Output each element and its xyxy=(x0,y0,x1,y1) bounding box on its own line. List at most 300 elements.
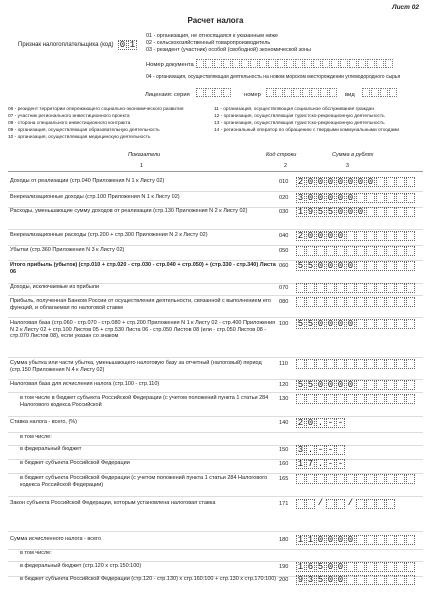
digit-cell[interactable]: 5 xyxy=(307,380,314,390)
row-label: Внереализационные расходы (стр.200 + стр.300 Приложения N 2 к Листу 02) xyxy=(10,232,208,238)
row-amount-field[interactable] xyxy=(296,177,416,187)
digit-cell[interactable] xyxy=(356,575,365,585)
digit-cell[interactable] xyxy=(376,177,385,187)
digit-cell[interactable] xyxy=(406,283,415,293)
digit-cell[interactable] xyxy=(386,535,395,545)
digit-cell[interactable] xyxy=(346,394,355,404)
digit-cell[interactable]: 0 xyxy=(307,193,314,203)
digit-cell[interactable] xyxy=(366,562,375,572)
digit-cell[interactable] xyxy=(296,283,305,293)
digit-cell[interactable] xyxy=(366,297,375,307)
row-amount-field[interactable] xyxy=(296,246,416,256)
digit-cell[interactable] xyxy=(316,359,325,369)
row-amount-field[interactable] xyxy=(296,319,416,329)
digit-cell[interactable] xyxy=(396,394,405,404)
col-header-indicators: Показатели xyxy=(128,152,161,158)
digit-cell[interactable]: - xyxy=(327,459,334,469)
digit-cell[interactable]: 0 xyxy=(357,207,364,217)
digit-cell[interactable]: 1 xyxy=(297,459,304,469)
digit-cell[interactable]: 9 xyxy=(307,207,314,217)
digit-cell[interactable]: 0 xyxy=(327,231,334,241)
digit-cell[interactable] xyxy=(316,394,325,404)
row-label: в бюджет субъекта Российской Федерации (с учетом положений пункта 1 статьи 284 Налогового кодекса Российской Федерации) xyxy=(20,475,268,488)
row-code: 010 xyxy=(279,179,289,185)
digit-cell[interactable]: 0 xyxy=(327,319,334,329)
digit-cell[interactable] xyxy=(396,231,405,241)
slash-separator: / xyxy=(347,498,354,508)
license-series-label: Лицензия: серия xyxy=(145,92,190,98)
row-code: 020 xyxy=(279,195,289,201)
row-amount-field[interactable] xyxy=(296,459,346,469)
digit-cell[interactable]: 5 xyxy=(307,319,314,329)
digit-cell[interactable] xyxy=(376,319,385,329)
row-label: в том числе в бюджет субъекта Российской Федерации (с учетом положений пункта 1 статьи 284 Налогового кодекса Российской xyxy=(20,395,269,408)
digit-cell[interactable] xyxy=(376,535,385,545)
digit-cell[interactable]: 5 xyxy=(297,261,304,271)
license-series-field[interactable] xyxy=(196,88,232,97)
row-divider xyxy=(8,357,423,358)
row-divider xyxy=(8,432,423,433)
row-label: Доходы, исключаемые из прибыли xyxy=(10,284,100,290)
digit-cell[interactable]: - xyxy=(327,445,334,455)
row-amount-field[interactable] xyxy=(296,283,416,293)
digit-cell[interactable]: 0 xyxy=(337,380,344,390)
row-label: Сумма убытка или части убытка, уменьшающего налоговую базу за отчетный (налоговый) период (стр.150 Приложения N 4 к Листу 02) xyxy=(10,360,262,373)
digit-cell[interactable] xyxy=(386,297,395,307)
row-label: Итого прибыль (убыток) (стр.010 + стр.020 - стр.030 - стр.040 + стр.050) + (стр.330 - стр.340) Листа 06 xyxy=(10,262,276,275)
digit-cell[interactable] xyxy=(356,193,365,203)
digit-cell[interactable]: 0 xyxy=(347,319,354,329)
digit-cell[interactable]: 0 xyxy=(317,261,324,271)
digit-cell[interactable] xyxy=(346,231,355,241)
digit-cell[interactable] xyxy=(296,474,305,484)
digit-cell[interactable] xyxy=(406,535,415,545)
digit-cell[interactable] xyxy=(376,231,385,241)
row-amount-field[interactable] xyxy=(296,231,416,241)
digit-cell[interactable] xyxy=(326,474,335,484)
row-code: 100 xyxy=(279,321,289,327)
digit-cell[interactable] xyxy=(376,575,385,585)
col-number-3: 3 xyxy=(346,163,349,169)
digit-cell[interactable]: - xyxy=(337,418,344,428)
digit-cell[interactable]: 6 xyxy=(307,562,314,572)
digit-cell[interactable] xyxy=(366,474,375,484)
digit-cell[interactable] xyxy=(406,562,415,572)
digit-cell[interactable] xyxy=(346,562,355,572)
digit-cell[interactable] xyxy=(376,562,385,572)
digit-cell[interactable] xyxy=(406,380,415,390)
digit-cell[interactable]: 0 xyxy=(347,380,354,390)
digit-cell[interactable] xyxy=(406,319,415,329)
digit-cell[interactable] xyxy=(316,283,325,293)
digit-cell[interactable] xyxy=(346,575,355,585)
digit-cell[interactable] xyxy=(326,394,335,404)
digit-cell[interactable] xyxy=(396,575,405,585)
digit-cell[interactable] xyxy=(376,246,385,256)
digit-cell[interactable] xyxy=(396,359,405,369)
digit-cell[interactable]: 0 xyxy=(337,319,344,329)
row-label: Закон субъекта Российской Федерации, которым установлена налоговая ставка xyxy=(10,500,216,506)
row-code: 130 xyxy=(279,396,289,402)
col-header-code: Код строки xyxy=(266,152,297,158)
digit-cell[interactable]: 0 xyxy=(337,261,344,271)
digit-cell[interactable] xyxy=(356,246,365,256)
digit-cell[interactable] xyxy=(406,177,415,187)
license-number-label: номер xyxy=(244,92,261,98)
row-code: 030 xyxy=(279,209,289,215)
digit-cell[interactable]: 0 xyxy=(337,562,344,572)
row-amount-field[interactable] xyxy=(296,575,416,585)
digit-cell[interactable] xyxy=(406,193,415,203)
digit-cell[interactable] xyxy=(386,246,395,256)
row-code: 110 xyxy=(279,361,288,367)
digit-cell[interactable] xyxy=(406,474,415,484)
code-14: 14 - региональный оператор по обращению с твердыми коммунальными отходами xyxy=(214,128,400,133)
digit-cell[interactable]: 0 xyxy=(337,207,344,217)
digit-cell[interactable] xyxy=(386,283,395,293)
digit-cell[interactable]: 5 xyxy=(297,319,304,329)
row-amount-field[interactable] xyxy=(296,261,416,271)
digit-cell[interactable]: 1 xyxy=(297,535,304,545)
digit-cell[interactable]: - xyxy=(327,418,334,428)
digit-cell[interactable]: 0 xyxy=(327,575,334,585)
digit-cell[interactable] xyxy=(346,359,355,369)
digit-cell[interactable] xyxy=(356,394,365,404)
col-number-1: 1 xyxy=(140,163,143,169)
digit-cell[interactable]: 5 xyxy=(307,261,314,271)
doc-number-field[interactable] xyxy=(196,59,394,68)
taxpayer-code-field[interactable] xyxy=(118,40,138,50)
digit-cell[interactable]: 0 xyxy=(307,231,314,241)
digit-cell[interactable] xyxy=(376,283,385,293)
digit-cell[interactable]: 0 xyxy=(317,319,324,329)
row-amount-field[interactable] xyxy=(296,359,416,369)
digit-cell[interactable] xyxy=(386,474,395,484)
taxpayer-sign-label: Признак налогоплательщика (код) xyxy=(18,42,114,48)
digit-cell[interactable] xyxy=(326,359,335,369)
digit-cell[interactable] xyxy=(356,319,365,329)
digit-cell[interactable] xyxy=(346,283,355,293)
digit-cell[interactable] xyxy=(356,535,365,545)
digit-cell[interactable] xyxy=(336,297,345,307)
digit-cell[interactable] xyxy=(366,394,375,404)
digit-cell[interactable] xyxy=(336,359,345,369)
digit-cell[interactable] xyxy=(376,193,385,203)
digit-cell[interactable] xyxy=(376,207,385,217)
digit-cell[interactable] xyxy=(366,575,375,585)
digit-cell[interactable]: - xyxy=(317,445,324,455)
row-label: Доходы от реализации (стр.040 Приложения N 1 к Листу 02) xyxy=(10,178,165,184)
digit-cell[interactable] xyxy=(296,394,305,404)
digit-cell[interactable]: 5 xyxy=(317,207,324,217)
row-code: 080 xyxy=(279,299,289,305)
digit-cell[interactable] xyxy=(396,283,405,293)
sign-option-01: 01 - организация, не относящаяся к указанным ниже xyxy=(146,33,279,39)
row-amount-field[interactable] xyxy=(296,418,346,428)
digit-cell[interactable] xyxy=(406,359,415,369)
digit-cell[interactable]: 9 xyxy=(297,575,304,585)
digit-cell[interactable] xyxy=(366,319,375,329)
digit-cell[interactable] xyxy=(386,499,395,509)
digit-cell[interactable] xyxy=(336,394,345,404)
digit-cell[interactable] xyxy=(386,562,395,572)
row-amount-field[interactable] xyxy=(296,445,346,455)
row-amount-field[interactable] xyxy=(296,297,416,307)
sheet-label: Лист 02 xyxy=(392,4,419,11)
row-code: 200 xyxy=(279,577,289,583)
digit-cell[interactable]: 0 xyxy=(317,380,324,390)
digit-cell[interactable]: 5 xyxy=(317,562,324,572)
digit-cell[interactable]: 0 xyxy=(317,193,324,203)
row-label: Налоговая база (стр.060 - стр.070 - стр.080 + стр.200 Приложения N 1 к Листу 02 - стр.400 Приложения N 2 к Листу 02 + стр.100 Листов 05 + стр.530 Листа 06 - стр.050 Листов 08 (или - стр.050 Листов 08 - стр.070 Листов 08), если указан со знаком xyxy=(10,320,276,340)
digit-cell[interactable] xyxy=(386,207,395,217)
digit-cell[interactable] xyxy=(386,231,395,241)
digit-cell[interactable] xyxy=(326,283,335,293)
digit-cell[interactable] xyxy=(376,380,385,390)
digit-cell[interactable] xyxy=(376,394,385,404)
digit-cell[interactable] xyxy=(366,246,375,256)
digit-cell[interactable] xyxy=(376,359,385,369)
digit-cell[interactable] xyxy=(396,562,405,572)
digit-cell[interactable]: 0 xyxy=(327,261,334,271)
digit-cell[interactable] xyxy=(366,535,375,545)
digit-cell[interactable] xyxy=(356,297,365,307)
row-label: Налоговая база для исчисления налога (стр.100 - стр.110) xyxy=(10,381,160,387)
digit-cell[interactable] xyxy=(386,359,395,369)
row-code: 140 xyxy=(279,420,289,426)
digit-cell[interactable] xyxy=(406,575,415,585)
digit-cell[interactable] xyxy=(366,231,375,241)
license-kind-label: вид xyxy=(345,92,355,98)
row-label: в федеральный бюджет xyxy=(20,446,82,452)
digit-cell[interactable] xyxy=(406,394,415,404)
row-amount-field[interactable] xyxy=(296,499,396,509)
digit-cell[interactable] xyxy=(406,207,415,217)
digit-cell[interactable] xyxy=(336,499,345,509)
row-divider xyxy=(8,416,423,417)
digit-cell[interactable]: 0 xyxy=(327,535,334,545)
digit-cell[interactable]: 0 xyxy=(347,207,354,217)
digit-cell[interactable] xyxy=(396,380,405,390)
license-kind-field[interactable] xyxy=(362,88,398,97)
digit-cell[interactable]: - xyxy=(337,459,344,469)
code-07: 07 - участник регионального инвестиционного проекта xyxy=(8,114,130,119)
digit-cell[interactable] xyxy=(366,261,375,271)
sign-option-04: 04 - организация, осуществляющая деятельность на новом морском месторождении углеводородного сырья xyxy=(146,74,401,80)
digit-cell[interactable]: 0 xyxy=(337,575,344,585)
digit-cell[interactable] xyxy=(326,246,335,256)
digit-cell[interactable] xyxy=(316,297,325,307)
sign-option-02: 02 - сельскохозяйственный товаропроизводитель xyxy=(146,40,271,46)
digit-cell[interactable] xyxy=(356,359,365,369)
digit-cell[interactable] xyxy=(376,297,385,307)
digit-cell[interactable] xyxy=(296,359,305,369)
code-11: 11 - организация, осуществляющая социальное обслуживание граждан xyxy=(214,107,375,112)
digit-cell[interactable]: 1 xyxy=(307,535,314,545)
row-label: Расходы, уменьшающие сумму доходов от реализации (стр.130 Приложения N 2 к Листу 02) xyxy=(10,208,248,214)
digit-cell[interactable] xyxy=(316,246,325,256)
digit-cell[interactable]: 0 xyxy=(317,231,324,241)
digit-cell[interactable] xyxy=(316,474,325,484)
digit-cell[interactable] xyxy=(396,193,405,203)
digit-cell[interactable] xyxy=(356,261,365,271)
digit-cell[interactable] xyxy=(376,474,385,484)
digit-cell[interactable] xyxy=(336,246,345,256)
digit-cell[interactable] xyxy=(356,283,365,293)
digit-cell[interactable] xyxy=(376,261,385,271)
digit-cell[interactable] xyxy=(296,297,305,307)
code-13: 13 - организация, осуществляющая туристско-рекреационную деятельность xyxy=(214,121,385,126)
digit-cell[interactable] xyxy=(336,283,345,293)
digit-cell[interactable] xyxy=(306,499,315,509)
digit-cell[interactable]: 0 xyxy=(327,562,334,572)
digit-cell[interactable] xyxy=(386,319,395,329)
digit-cell[interactable] xyxy=(306,246,315,256)
digit-cell[interactable] xyxy=(396,474,405,484)
digit-cell[interactable]: 0 xyxy=(347,177,354,187)
row-label: в федеральный бюджет (стр.120 x стр.150:100) xyxy=(20,563,142,569)
digit-cell[interactable]: 1 xyxy=(297,562,304,572)
digit-cell[interactable] xyxy=(396,177,405,187)
row-code: 190 xyxy=(279,564,289,570)
digit-cell[interactable] xyxy=(306,394,315,404)
digit-cell[interactable]: 1 xyxy=(297,207,304,217)
digit-cell[interactable]: 0 xyxy=(337,193,344,203)
license-number-field[interactable] xyxy=(266,88,338,97)
digit-cell[interactable]: 2 xyxy=(297,177,304,187)
digit-cell[interactable]: 7 xyxy=(307,459,314,469)
digit-cell[interactable] xyxy=(376,499,385,509)
row-divider xyxy=(8,531,423,532)
digit-cell[interactable] xyxy=(356,562,365,572)
digit-cell[interactable] xyxy=(406,246,415,256)
row-amount-field[interactable] xyxy=(296,562,416,572)
digit-cell[interactable]: 0 xyxy=(337,231,344,241)
digit-cell[interactable]: 0 xyxy=(337,535,344,545)
digit-cell[interactable] xyxy=(336,474,345,484)
digit-cell[interactable] xyxy=(366,283,375,293)
row-label: Внереализационные доходы (стр.100 Приложения N 1 к Листу 02) xyxy=(10,194,180,200)
row-code: 171 xyxy=(279,501,289,507)
page-title: Расчет налога xyxy=(187,16,244,25)
row-code: 165 xyxy=(279,476,289,482)
digit-cell[interactable] xyxy=(356,499,365,509)
digit-cell[interactable] xyxy=(366,193,375,203)
digit-cell[interactable] xyxy=(306,297,315,307)
digit-cell[interactable] xyxy=(346,246,355,256)
row-amount-field[interactable] xyxy=(296,394,416,404)
digit-cell[interactable] xyxy=(366,207,375,217)
digit-cell[interactable] xyxy=(366,499,375,509)
digit-cell[interactable]: 2 xyxy=(297,231,304,241)
digit-cell[interactable] xyxy=(396,535,405,545)
digit-cell[interactable] xyxy=(406,297,415,307)
digit-cell[interactable] xyxy=(386,380,395,390)
digit-cell[interactable]: 3 xyxy=(297,193,304,203)
digit-cell[interactable]: 0 xyxy=(327,193,334,203)
digit-cell[interactable]: 3 xyxy=(307,575,314,585)
digit-cell[interactable]: 0 xyxy=(347,261,354,271)
digit-cell[interactable] xyxy=(386,193,395,203)
digit-cell[interactable] xyxy=(406,261,415,271)
digit-cell[interactable] xyxy=(356,474,365,484)
digit-cell[interactable]: 3 xyxy=(297,445,304,455)
digit-cell[interactable]: 5 xyxy=(327,207,334,217)
digit-cell[interactable] xyxy=(396,207,405,217)
digit-cell[interactable] xyxy=(386,394,395,404)
row-code: 150 xyxy=(279,447,289,453)
digit-cell[interactable]: 0 xyxy=(347,535,354,545)
digit-cell[interactable] xyxy=(356,231,365,241)
digit-cell[interactable] xyxy=(326,297,335,307)
digit-cell[interactable] xyxy=(346,474,355,484)
digit-cell[interactable] xyxy=(396,319,405,329)
digit-cell[interactable]: . xyxy=(307,445,314,455)
digit-cell[interactable]: 0 xyxy=(347,193,354,203)
digit-cell[interactable] xyxy=(356,380,365,390)
row-label: Ставка налога - всего, (%) xyxy=(10,419,78,425)
digit-cell[interactable] xyxy=(306,359,315,369)
row-amount-field[interactable] xyxy=(296,193,416,203)
digit-cell[interactable] xyxy=(366,359,375,369)
row-amount-field[interactable] xyxy=(296,535,416,545)
digit-cell[interactable] xyxy=(386,177,395,187)
digit-cell[interactable]: 2 xyxy=(297,418,304,428)
digit-cell[interactable]: 0 xyxy=(327,380,334,390)
row-divider xyxy=(8,392,423,393)
digit-cell[interactable]: 0 xyxy=(317,535,324,545)
row-label: Убытки (стр.360 Приложения N 3 к Листу 02) xyxy=(10,247,125,253)
code-char[interactable]: 1 xyxy=(129,40,136,50)
digit-cell[interactable]: . xyxy=(317,459,324,469)
digit-cell[interactable]: 0 xyxy=(317,177,324,187)
digit-cell[interactable] xyxy=(306,283,315,293)
row-divider xyxy=(8,317,423,318)
digit-cell[interactable] xyxy=(296,499,305,509)
row-amount-field[interactable] xyxy=(296,207,416,217)
digit-cell[interactable] xyxy=(396,246,405,256)
digit-cell[interactable]: . xyxy=(317,418,324,428)
digit-cell[interactable] xyxy=(386,261,395,271)
digit-cell[interactable] xyxy=(386,575,395,585)
row-amount-field[interactable] xyxy=(296,380,416,390)
digit-cell[interactable] xyxy=(366,380,375,390)
digit-cell[interactable] xyxy=(346,297,355,307)
digit-cell[interactable]: 5 xyxy=(297,380,304,390)
digit-cell[interactable]: 5 xyxy=(317,575,324,585)
digit-cell[interactable] xyxy=(406,231,415,241)
digit-cell[interactable] xyxy=(326,499,335,509)
digit-cell[interactable]: 0 xyxy=(307,418,314,428)
digit-cell[interactable] xyxy=(396,261,405,271)
row-code: 040 xyxy=(279,233,289,239)
code-08: 08 - сторона специального инвестиционного контракта xyxy=(8,121,131,126)
row-code: 050 xyxy=(279,248,289,254)
digit-cell[interactable] xyxy=(336,445,345,455)
digit-cell[interactable]: 0 xyxy=(307,177,314,187)
digit-cell[interactable]: 0 xyxy=(367,177,374,187)
digit-cell[interactable] xyxy=(296,246,305,256)
code-char[interactable]: 0 xyxy=(119,40,126,50)
row-divider xyxy=(8,295,423,296)
digit-cell[interactable]: 0 xyxy=(337,177,344,187)
digit-cell[interactable]: 0 xyxy=(327,177,334,187)
code-12: 12 - организация, осуществляющая туристско-рекреационную деятельность xyxy=(214,114,385,119)
digit-cell[interactable] xyxy=(306,474,315,484)
row-amount-field[interactable] xyxy=(296,474,416,484)
digit-cell[interactable]: 0 xyxy=(357,177,364,187)
digit-cell[interactable] xyxy=(396,297,405,307)
